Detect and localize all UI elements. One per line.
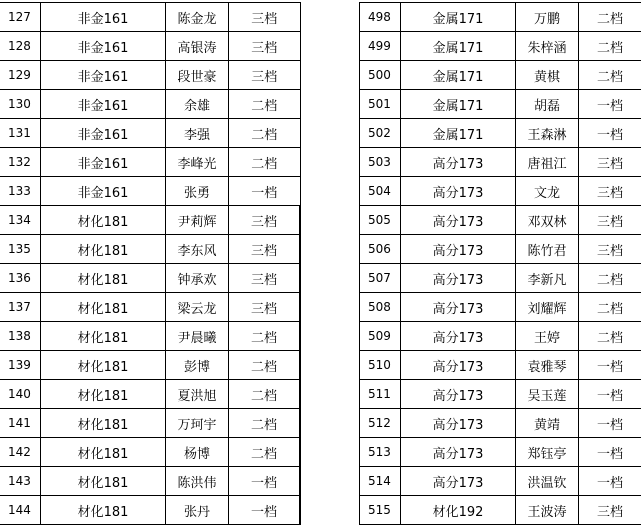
grade-cell[interactable]: 一档 [229,177,301,206]
name-cell[interactable]: 张丹 [166,496,229,525]
table-row [360,496,641,525]
name-cell[interactable]: 黄靖 [516,409,579,438]
name-cell[interactable]: 陈洪伟 [166,467,229,496]
name-cell[interactable]: 杨博 [166,438,229,467]
row-number-cell[interactable]: 514 [360,467,401,496]
grade-cell[interactable]: 一档 [579,380,641,409]
table-row [360,293,641,322]
row-number-cell[interactable]: 127 [0,3,41,32]
row-number-cell[interactable]: 500 [360,61,401,90]
name-cell[interactable]: 李东风 [166,235,229,264]
class-cell[interactable]: 高分173 [401,177,516,206]
name-cell[interactable]: 梁云龙 [166,293,229,322]
table-row [360,351,641,380]
class-cell[interactable]: 高分173 [401,206,516,235]
row-number-cell[interactable]: 141 [0,409,41,438]
right-table [359,2,641,525]
table-row [360,380,641,409]
grade-cell[interactable]: 二档 [229,148,301,177]
table-row [360,235,641,264]
row-number-cell[interactable]: 515 [360,496,401,525]
name-cell[interactable]: 彭博 [166,351,229,380]
name-cell[interactable]: 胡磊 [516,90,579,119]
row-number-cell[interactable]: 132 [0,148,41,177]
name-cell[interactable]: 邓双林 [516,206,579,235]
name-cell[interactable]: 袁雅琴 [516,351,579,380]
class-cell[interactable]: 高分173 [401,467,516,496]
grade-cell[interactable]: 三档 [229,3,301,32]
row-number-cell[interactable]: 144 [0,496,41,525]
grade-cell[interactable]: 一档 [579,438,641,467]
grade-cell[interactable]: 三档 [579,177,641,206]
grade-cell[interactable]: 二档 [229,380,301,409]
class-cell[interactable]: 非金161 [41,32,166,61]
name-cell[interactable]: 李峰光 [166,148,229,177]
row-number-cell[interactable]: 507 [360,264,401,293]
class-cell[interactable]: 高分173 [401,380,516,409]
class-cell[interactable]: 高分173 [401,293,516,322]
left-table-grid [0,2,301,525]
name-cell[interactable]: 高银涛 [166,32,229,61]
table-row [360,438,641,467]
grade-cell[interactable]: 三档 [229,61,301,90]
grade-cell[interactable]: 一档 [229,467,301,496]
table-row [360,90,641,119]
row-number-cell[interactable]: 137 [0,293,41,322]
name-cell[interactable]: 段世豪 [166,61,229,90]
class-cell[interactable]: 金属171 [401,32,516,61]
name-cell[interactable]: 王婷 [516,322,579,351]
row-number-cell[interactable]: 511 [360,380,401,409]
class-cell[interactable]: 材化181 [41,293,166,322]
table-row [360,61,641,90]
class-cell[interactable]: 非金161 [41,90,166,119]
grade-cell[interactable]: 二档 [229,322,301,351]
grade-cell[interactable]: 二档 [579,32,641,61]
row-number-cell[interactable]: 509 [360,322,401,351]
row-number-cell[interactable]: 503 [360,148,401,177]
row-number-cell[interactable]: 133 [0,177,41,206]
row-number-cell[interactable]: 139 [0,351,41,380]
name-cell[interactable]: 王波涛 [516,496,579,525]
row-number-cell[interactable]: 498 [360,3,401,32]
grade-cell[interactable]: 二档 [229,119,301,148]
table-row [360,322,641,351]
class-cell[interactable]: 高分173 [401,235,516,264]
table-row [0,264,300,293]
name-cell[interactable]: 钟承欢 [166,264,229,293]
class-cell[interactable]: 高分173 [401,148,516,177]
name-cell[interactable]: 万鹏 [516,3,579,32]
grade-cell[interactable]: 二档 [579,293,641,322]
left-table [0,2,301,525]
table-row [0,3,300,32]
grade-cell[interactable]: 二档 [579,3,641,32]
name-cell[interactable]: 文龙 [516,177,579,206]
table-row [360,206,641,235]
grade-cell[interactable]: 一档 [579,351,641,380]
class-cell[interactable]: 材化181 [41,322,166,351]
row-number-cell[interactable]: 508 [360,293,401,322]
table-row [360,148,641,177]
name-cell[interactable]: 万珂宇 [166,409,229,438]
table-row [0,293,300,322]
class-cell[interactable]: 高分173 [401,322,516,351]
table-row [0,235,300,264]
class-cell[interactable]: 金属171 [401,3,516,32]
name-cell[interactable]: 吴玉莲 [516,380,579,409]
class-cell[interactable]: 金属171 [401,61,516,90]
name-cell[interactable]: 尹晨曦 [166,322,229,351]
grade-cell[interactable]: 三档 [579,148,641,177]
class-cell[interactable]: 材化192 [401,496,516,525]
right-table-grid [359,2,641,525]
name-cell[interactable]: 李强 [166,119,229,148]
row-number-cell[interactable]: 502 [360,119,401,148]
grade-cell[interactable]: 二档 [579,61,641,90]
grade-cell[interactable]: 三档 [229,206,301,235]
table-row [360,3,641,32]
row-number-cell[interactable]: 142 [0,438,41,467]
row-number-cell[interactable]: 130 [0,90,41,119]
grade-cell[interactable]: 三档 [579,206,641,235]
name-cell[interactable]: 郑钰亭 [516,438,579,467]
row-number-cell[interactable]: 131 [0,119,41,148]
row-number-cell[interactable]: 501 [360,90,401,119]
name-cell[interactable]: 余雄 [166,90,229,119]
row-number-cell[interactable]: 143 [0,467,41,496]
table-row [0,177,300,206]
class-cell[interactable]: 材化181 [41,351,166,380]
row-number-cell[interactable]: 512 [360,409,401,438]
class-cell[interactable]: 非金161 [41,61,166,90]
name-cell[interactable]: 朱梓涵 [516,32,579,61]
table-row [0,322,300,351]
name-cell[interactable]: 陈金龙 [166,3,229,32]
grade-cell[interactable]: 二档 [579,322,641,351]
table-row [360,467,641,496]
table-row [0,61,300,90]
row-number-cell[interactable]: 136 [0,264,41,293]
class-cell[interactable]: 材化181 [41,264,166,293]
name-cell[interactable]: 夏洪旭 [166,380,229,409]
grade-cell[interactable]: 三档 [229,293,301,322]
table-row [360,119,641,148]
table-row [360,264,641,293]
row-number-cell[interactable]: 135 [0,235,41,264]
grade-cell[interactable]: 三档 [229,235,301,264]
class-cell[interactable]: 材化181 [41,496,166,525]
name-cell[interactable]: 洪温钦 [516,467,579,496]
class-cell[interactable]: 非金161 [41,119,166,148]
table-row [0,90,300,119]
row-number-cell[interactable]: 499 [360,32,401,61]
table-row [0,409,300,438]
name-cell[interactable]: 李新凡 [516,264,579,293]
grade-cell[interactable]: 二档 [229,351,301,380]
class-cell[interactable]: 材化181 [41,409,166,438]
grade-cell[interactable]: 二档 [229,409,301,438]
table-row [360,177,641,206]
class-cell[interactable]: 非金161 [41,177,166,206]
grade-cell[interactable]: 二档 [229,90,301,119]
name-cell[interactable]: 张勇 [166,177,229,206]
class-cell[interactable]: 材化181 [41,235,166,264]
table-row [0,380,300,409]
table-row [0,206,300,235]
name-cell[interactable]: 黄棋 [516,61,579,90]
grade-cell[interactable]: 三档 [229,32,301,61]
row-number-cell[interactable]: 513 [360,438,401,467]
table-row [360,409,641,438]
class-cell[interactable]: 材化181 [41,206,166,235]
table-row [0,496,300,525]
row-number-cell[interactable]: 505 [360,206,401,235]
grade-cell[interactable]: 一档 [579,90,641,119]
table-row [0,351,300,380]
grade-cell[interactable]: 一档 [579,119,641,148]
row-number-cell[interactable]: 504 [360,177,401,206]
table-row [0,119,300,148]
class-cell[interactable]: 金属171 [401,119,516,148]
name-cell[interactable]: 王森淋 [516,119,579,148]
grade-cell[interactable]: 二档 [229,438,301,467]
name-cell[interactable]: 刘耀辉 [516,293,579,322]
class-cell[interactable]: 高分173 [401,438,516,467]
table-row [360,32,641,61]
name-cell[interactable]: 陈竹君 [516,235,579,264]
row-number-cell[interactable]: 140 [0,380,41,409]
row-number-cell[interactable]: 129 [0,61,41,90]
table-row [0,467,300,496]
row-number-cell[interactable]: 510 [360,351,401,380]
grade-cell[interactable]: 二档 [579,264,641,293]
grade-cell[interactable]: 一档 [579,467,641,496]
name-cell[interactable]: 唐祖江 [516,148,579,177]
row-number-cell[interactable]: 128 [0,32,41,61]
row-number-cell[interactable]: 134 [0,206,41,235]
class-cell[interactable]: 材化181 [41,380,166,409]
table-row [0,32,300,61]
grade-cell[interactable]: 三档 [579,235,641,264]
name-cell[interactable]: 尹莉辉 [166,206,229,235]
row-number-cell[interactable]: 506 [360,235,401,264]
class-cell[interactable]: 非金161 [41,148,166,177]
table-row [0,438,300,467]
grade-cell[interactable]: 三档 [579,496,641,525]
class-cell[interactable]: 非金161 [41,3,166,32]
class-cell[interactable]: 材化181 [41,438,166,467]
class-cell[interactable]: 高分173 [401,264,516,293]
grade-cell[interactable]: 一档 [229,496,301,525]
class-cell[interactable]: 金属171 [401,90,516,119]
table-row [0,148,300,177]
row-number-cell[interactable]: 138 [0,322,41,351]
class-cell[interactable]: 材化181 [41,467,166,496]
grade-cell[interactable]: 三档 [229,264,301,293]
class-cell[interactable]: 高分173 [401,351,516,380]
grade-cell[interactable]: 一档 [579,409,641,438]
class-cell[interactable]: 高分173 [401,409,516,438]
